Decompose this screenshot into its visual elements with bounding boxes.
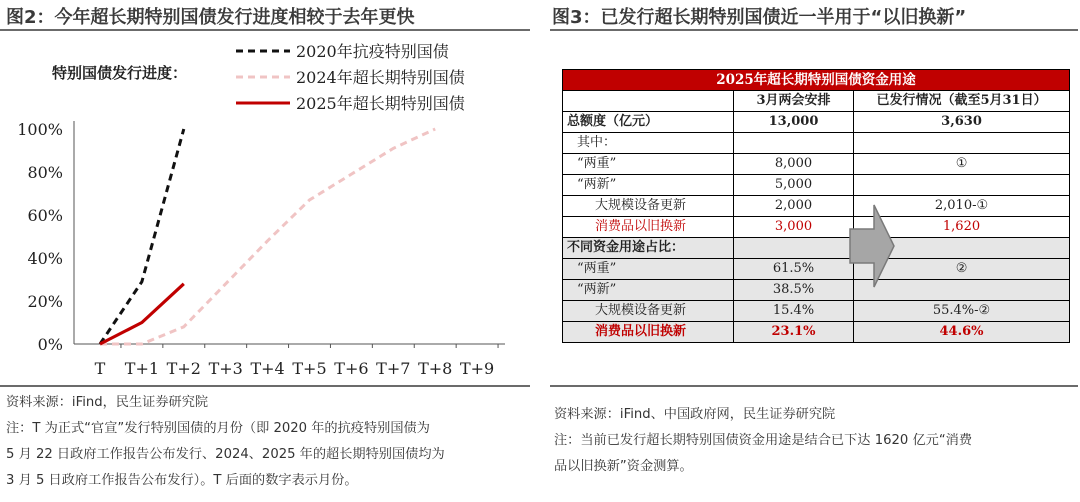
y-tick-label: 80% — [27, 163, 63, 182]
left-notes — [6, 390, 536, 494]
right-note-line: 注：当前已发行超长期特别国债资金用途是结合已下达 1620 亿元“消费 — [554, 433, 973, 448]
cell-issued — [854, 133, 1070, 154]
cell-plan: 13,000 — [734, 112, 854, 133]
cell-plan — [734, 133, 854, 154]
row-label: 总额度（亿元） — [563, 112, 734, 133]
right-notes — [554, 402, 1080, 480]
table-row — [563, 238, 1070, 259]
funds-usage-table-wrap — [562, 69, 1069, 343]
cell-plan: 5,000 — [734, 175, 854, 196]
x-tick-label: T+9 — [459, 359, 495, 378]
legend-entry: 2025年超长期特别国债 — [296, 94, 465, 113]
cell-plan: 23.1% — [734, 322, 854, 343]
y-tick-label: 100% — [17, 120, 63, 139]
cell-issued: 44.6% — [854, 322, 1070, 343]
cell-plan: 8,000 — [734, 154, 854, 175]
row-label: 消费品以旧换新 — [563, 322, 734, 343]
cell-plan: 15.4% — [734, 301, 854, 322]
right-arrow-icon — [848, 203, 896, 289]
x-tick-label: T+3 — [208, 359, 243, 378]
x-tick-label: T+2 — [166, 359, 201, 378]
column-header: 已发行情况（截至5月31日） — [854, 91, 1070, 112]
table-row — [563, 154, 1070, 175]
cell-issued: 3,630 — [854, 112, 1070, 133]
funds-usage-table — [562, 69, 1070, 343]
right-figure-panel — [550, 0, 1080, 502]
series-line — [100, 284, 184, 344]
row-label: 消费品以旧换新 — [563, 217, 734, 238]
x-tick-label: T+7 — [376, 359, 411, 378]
table-caption: 2025年超长期特别国债资金用途 — [563, 70, 1070, 91]
table-caption-row — [563, 70, 1070, 91]
row-label: “两新” — [563, 280, 734, 301]
cell-issued: 2,010-① — [854, 196, 1070, 217]
x-tick-label: T — [94, 359, 106, 378]
table-row — [563, 112, 1070, 133]
column-header — [563, 91, 734, 112]
x-tick-label: T+8 — [418, 359, 453, 378]
series-line — [100, 129, 435, 344]
left-note-line: 5 月 22 日政府工作报告公布发行、2024、2025 年的超长期特别国债均为 — [6, 447, 445, 462]
row-label: 大规模设备更新 — [563, 196, 734, 217]
table-row — [563, 133, 1070, 154]
x-tick-label: T+4 — [250, 359, 285, 378]
cell-plan: 38.5% — [734, 280, 854, 301]
right-bottom-rule — [550, 385, 1078, 387]
left-bottom-rule — [0, 385, 530, 387]
legend-title: 特别国债发行进度： — [52, 64, 188, 82]
left-title-rule — [0, 29, 530, 31]
left-note-line: 注：T 为正式“官宣”发行特别国债的月份（即 2020 年的抗疫特别国债为 — [6, 421, 430, 436]
cell-plan: 3,000 — [734, 217, 854, 238]
cell-issued: 55.4%-② — [854, 301, 1070, 322]
table-row — [563, 175, 1070, 196]
table-header-row — [563, 91, 1070, 112]
y-tick-label: 20% — [27, 292, 63, 311]
cell-plan — [734, 238, 854, 259]
legend-entry: 2020年抗疫特别国债 — [296, 42, 449, 61]
row-label: “两新” — [563, 175, 734, 196]
right-figure-title: 图3：已发行超长期特别国债近一半用于“以旧换新” — [552, 7, 967, 28]
cell-issued: ② — [854, 259, 1070, 280]
row-label: “两重” — [563, 259, 734, 280]
right-title-rule — [550, 29, 1078, 31]
cell-issued: ① — [854, 154, 1070, 175]
x-tick-label: T+5 — [292, 359, 327, 378]
y-tick-label: 60% — [27, 206, 63, 225]
row-label: 不同资金用途占比： — [563, 238, 734, 259]
x-tick-label: T+6 — [334, 359, 369, 378]
row-label: 其中： — [563, 133, 734, 154]
cell-issued: 1,620 — [854, 217, 1070, 238]
y-tick-label: 0% — [37, 335, 63, 354]
table-row — [563, 217, 1070, 238]
row-label: 大规模设备更新 — [563, 301, 734, 322]
legend-entry: 2024年超长期特别国债 — [296, 68, 465, 87]
table-row — [563, 322, 1070, 343]
column-header: 3月两会安排 — [734, 91, 854, 112]
x-tick-label: T+1 — [124, 359, 160, 378]
table-row — [563, 259, 1070, 280]
cell-plan: 61.5% — [734, 259, 854, 280]
series-line — [100, 129, 184, 344]
left-source: 资料来源：iFind，民生证券研究院 — [6, 395, 209, 410]
left-figure-title: 图2：今年超长期特别国债发行进度相较于去年更快 — [6, 7, 415, 28]
left-note-line: 3 月 5 日政府工作报告公布发行）。T 后面的数字表示月份。 — [6, 473, 358, 488]
table-row — [563, 301, 1070, 322]
row-label: “两重” — [563, 154, 734, 175]
y-tick-label: 40% — [27, 249, 63, 268]
cell-plan: 2,000 — [734, 196, 854, 217]
cell-issued — [854, 175, 1070, 196]
table-row — [563, 280, 1070, 301]
progress-line-chart — [0, 32, 530, 382]
right-source: 资料来源：iFind、中国政府网，民生证券研究院 — [554, 407, 836, 422]
right-note-line: 品以旧换新”资金测算。 — [554, 459, 693, 474]
table-row — [563, 196, 1070, 217]
